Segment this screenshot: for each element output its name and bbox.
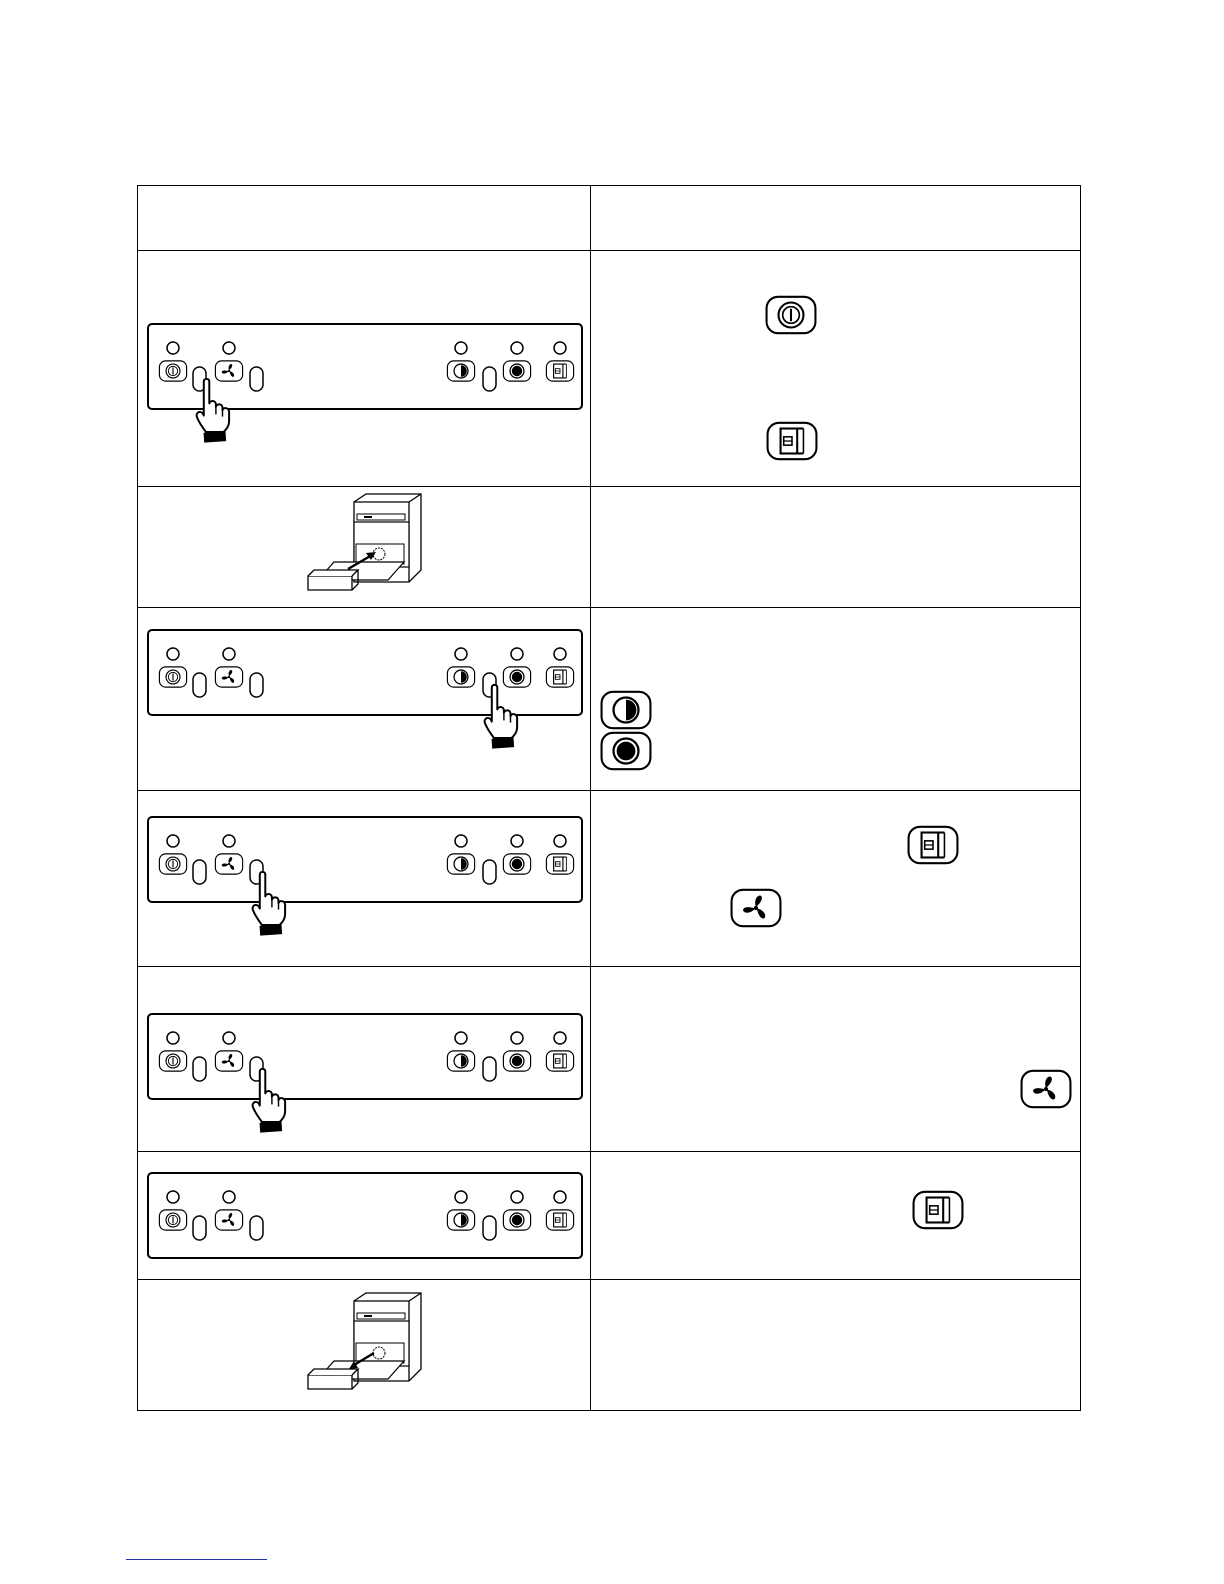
control-panel-diagram xyxy=(147,323,587,448)
table-row xyxy=(138,608,1080,791)
instruction-text-cell xyxy=(591,791,1081,966)
control-panel-diagram xyxy=(147,1172,587,1262)
instruction-text-cell xyxy=(591,967,1081,1151)
instruction-text-cell xyxy=(591,1280,1081,1410)
door-icon xyxy=(907,825,959,865)
power-icon xyxy=(765,295,817,335)
oven-illustration xyxy=(304,1291,426,1403)
table-row xyxy=(138,1280,1080,1410)
table-row xyxy=(138,487,1080,608)
instruction-text-cell xyxy=(591,251,1081,486)
table-row xyxy=(138,1152,1080,1280)
instruction-text-cell xyxy=(591,1152,1081,1279)
door-icon xyxy=(912,1190,964,1230)
control-panel-illustration xyxy=(138,791,590,966)
instruction-table xyxy=(137,185,1081,1411)
control-panel-diagram xyxy=(147,629,587,759)
oven-remove-tray-illustration xyxy=(138,1280,590,1410)
table-row xyxy=(138,791,1080,967)
footnote-rule xyxy=(126,1559,267,1560)
fan-icon xyxy=(1020,1069,1072,1109)
full-circle-icon xyxy=(600,731,652,771)
instruction-text-cell xyxy=(591,487,1081,607)
control-panel-illustration xyxy=(138,1152,590,1279)
fan-icon xyxy=(730,888,782,928)
control-panel-illustration xyxy=(138,967,590,1151)
door-icon xyxy=(766,421,818,461)
half-circle-icon xyxy=(600,690,652,730)
oven-illustration xyxy=(304,492,426,604)
control-panel-illustration xyxy=(138,251,590,486)
instruction-text-cell xyxy=(591,608,1081,790)
control-panel-diagram xyxy=(147,1013,587,1143)
table-row xyxy=(138,967,1080,1152)
table-header-row xyxy=(138,186,1080,251)
table-row xyxy=(138,251,1080,487)
control-panel-diagram xyxy=(147,816,587,946)
header-cell-right xyxy=(591,186,1081,250)
control-panel-illustration xyxy=(138,608,590,790)
oven-insert-tray-illustration xyxy=(138,487,590,607)
header-cell-left xyxy=(138,186,590,250)
